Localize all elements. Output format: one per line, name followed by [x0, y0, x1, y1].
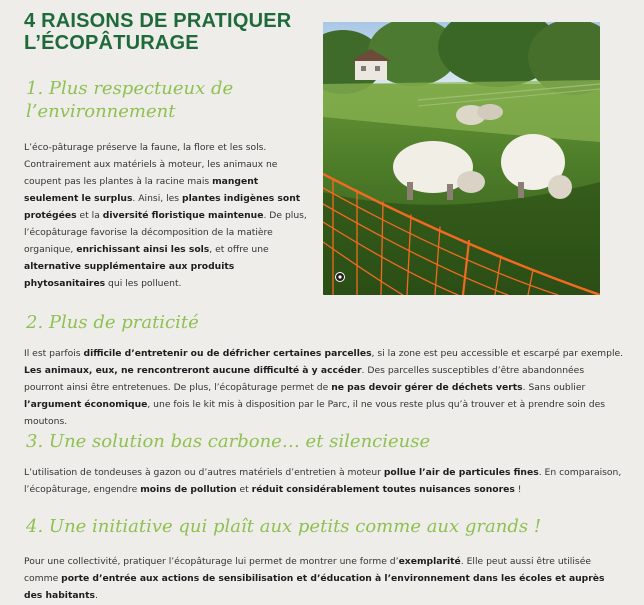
text-run: , si la zone est peu accessible et escarpé par exemple. — [371, 348, 624, 359]
text-run: , et offre une — [209, 244, 269, 255]
section-text-initiative — [24, 553, 624, 604]
text-run: . De plus, l’écopâturage favorise la décomposition de la matière organique, — [24, 210, 307, 255]
bold-run: Les animaux, eux, ne rencontreront aucune difficulté à y accéder — [24, 365, 362, 376]
page-title: 4 RAISONS DE PRATIQUER L’ÉCOPÂTURAGE — [24, 10, 292, 54]
copyright-icon — [336, 273, 345, 282]
section-title-initiative: 4. Une initiative qui plaît aux petits comme aux grands ! — [26, 516, 542, 537]
text-run: L’utilisation de tondeuses à gazon ou d’autres matériels d’entretien à moteur — [24, 467, 384, 478]
text-run: . En comparaison, l’écopâturage, engendre — [24, 467, 622, 495]
bold-run: plantes indigènes sont protégées — [24, 193, 301, 221]
text-run: et la — [76, 210, 103, 221]
bold-run: moins de pollution — [140, 484, 237, 495]
text-run: et — [236, 484, 252, 495]
bold-run: mangent seulement le surplus — [24, 176, 259, 204]
bold-run: réduit considérablement toutes nuisances sonores — [251, 484, 515, 495]
text-run: qui les polluent. — [105, 278, 182, 289]
bold-run: l’argument économique — [24, 399, 148, 410]
bold-run: ne pas devoir gérer de déchets verts — [331, 382, 523, 393]
sheep-photo-illustration — [323, 22, 600, 295]
text-run: . Elle peut aussi être utilisée comme — [24, 556, 591, 584]
section-text-practicality — [24, 345, 624, 430]
text-run: . Des parcelles susceptibles d’être abandonnées pourront ainsi être entretenues. De plus, l’écopâturage permet de — [24, 365, 585, 393]
text-run: Il est parfois — [24, 348, 84, 359]
text-run: , une fois le kit mis à disposition par le Parc, il ne vous reste plus qu’à trouver et à prendre soin des moutons. — [24, 399, 606, 427]
section-title-practicality: 2. Plus de praticité — [26, 312, 199, 333]
section-title-low-carbon: 3. Une solution bas carbone… et silencieuse — [26, 431, 431, 452]
bold-run: alternative supplémentaire aux produits phytosanitaires — [24, 261, 235, 289]
bold-run: diversité floristique maintenue — [102, 210, 264, 221]
bold-run: pollue l’air de particules fines — [383, 467, 539, 478]
section-title-environment: 1. Plus respectueux de l’environnement — [26, 78, 234, 122]
section-text-environment — [24, 139, 310, 292]
bold-run: porte d’entrée aux actions de sensibilisation et d’éducation à l’environnement dans les écoles et auprès des habitants — [24, 573, 605, 601]
text-run: L’éco-pâturage préserve la faune, la flore et les sols. Contrairement aux matériels à moteur, les animaux ne coupent pas les plantes à la racine mais — [24, 142, 278, 187]
section-text-low-carbon — [24, 464, 624, 498]
text-run: . Ainsi, les — [132, 193, 183, 204]
text-run: . — [94, 590, 98, 601]
text-run: ! — [514, 484, 522, 495]
sheep-photo — [323, 22, 600, 295]
text-run: Pour une collectivité, pratiquer l’écopâturage lui permet de montrer une forme d’ — [24, 556, 399, 567]
bold-run: difficile d’entretenir ou de défricher certaines parcelles — [83, 348, 372, 359]
text-run: . Sans oublier — [522, 382, 586, 393]
bold-run: enrichissant ainsi les sols — [76, 244, 210, 255]
bold-run: exemplarité — [398, 556, 461, 567]
